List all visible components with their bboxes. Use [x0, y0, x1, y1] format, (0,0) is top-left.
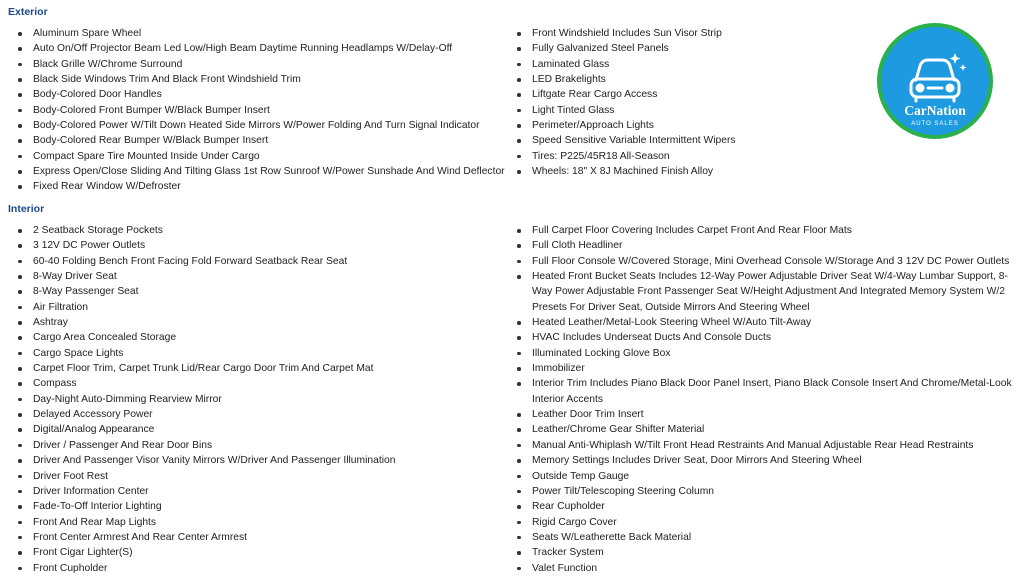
feature-item: Cargo Area Concealed Storage — [8, 330, 503, 345]
feature-item: Express Open/Close Sliding And Tilting Glass 1st Row Sunroof W/Power Sunshade And Wind Deflector — [8, 164, 523, 179]
feature-item: Immobilizer — [507, 361, 1017, 376]
feature-item: Perimeter/Approach Lights — [507, 118, 867, 133]
feature-item: 60-40 Folding Bench Front Facing Fold Forward Seatback Rear Seat — [8, 254, 503, 269]
feature-item: 3 12V DC Power Outlets — [8, 238, 503, 253]
feature-item: Air Filtration — [8, 300, 503, 315]
feature-item: Cargo Space Lights — [8, 346, 503, 361]
feature-item: Front Center Armrest And Rear Center Armrest — [8, 530, 503, 545]
exterior-title: Exterior — [8, 6, 48, 18]
feature-item: 8-Way Passenger Seat — [8, 284, 503, 299]
feature-item: Full Floor Console W/Covered Storage, Mini Overhead Console W/Storage And 3 12V DC Power Outlets — [507, 254, 1022, 269]
feature-item: Driver Information Center — [8, 484, 503, 499]
interior-list-right — [507, 223, 1017, 576]
feature-item: Memory Settings Includes Driver Seat, Door Mirrors And Steering Wheel — [507, 453, 1017, 468]
feature-item: HVAC Includes Underseat Ducts And Console Ducts — [507, 330, 1017, 345]
feature-item: Body-Colored Front Bumper W/Black Bumper Insert — [8, 103, 503, 118]
feature-item: Black Grille W/Chrome Surround — [8, 57, 503, 72]
feature-item: Rear Cupholder — [507, 499, 1017, 514]
feature-item: Front Cigar Lighter(S) — [8, 545, 503, 560]
feature-item: Compass — [8, 376, 503, 391]
feature-item: Day-Night Auto-Dimming Rearview Mirror — [8, 392, 503, 407]
feature-item: Body-Colored Power W/Tilt Down Heated Side Mirrors W/Power Folding And Turn Signal Indicator — [8, 118, 503, 133]
feature-item: Rigid Cargo Cover — [507, 515, 1017, 530]
exterior-list-right — [507, 26, 867, 179]
feature-item: Liftgate Rear Cargo Access — [507, 87, 867, 102]
feature-item: Auto On/Off Projector Beam Led Low/High Beam Daytime Running Headlamps W/Delay-Off — [8, 41, 503, 56]
feature-item: Fade-To-Off Interior Lighting — [8, 499, 503, 514]
carnation-logo-badge — [876, 22, 994, 140]
feature-item: Leather Door Trim Insert — [507, 407, 1017, 422]
feature-item: Black Side Windows Trim And Black Front Windshield Trim — [8, 72, 503, 87]
feature-item: Valet Function — [507, 561, 1017, 576]
feature-item: Seats W/Leatherette Back Material — [507, 530, 1017, 545]
feature-item: Interior Trim Includes Piano Black Door Panel Insert, Piano Black Console Insert And Chrome/Metal-Look Interior Accents — [507, 376, 1022, 407]
interior-list-left — [8, 223, 503, 576]
feature-item: Compact Spare Tire Mounted Inside Under Cargo — [8, 149, 503, 164]
feature-item: Tracker System — [507, 545, 1017, 560]
feature-item: 8-Way Driver Seat — [8, 269, 503, 284]
feature-item: Laminated Glass — [507, 57, 867, 72]
feature-item: Wheels: 18" X 8J Machined Finish Alloy — [507, 164, 867, 179]
feature-item: Power Tilt/Telescoping Steering Column — [507, 484, 1017, 499]
feature-item: Aluminum Spare Wheel — [8, 26, 503, 41]
feature-item: Delayed Accessory Power — [8, 407, 503, 422]
dealer-logo — [876, 22, 994, 140]
feature-item: Tires: P225/45R18 All-Season — [507, 149, 867, 164]
feature-item: Leather/Chrome Gear Shifter Material — [507, 422, 1017, 437]
feature-item: Driver Foot Rest — [8, 469, 503, 484]
feature-item: Heated Front Bucket Seats Includes 12-Way Power Adjustable Driver Seat W/4-Way Lumbar Support, 8-Way Power Adjustable Front Passenger Seat W/Height Adjustment And Integrated Memory System W/2 Presets For Driver Seat, Outside Mirrors And Steering Wheel — [507, 269, 1022, 315]
feature-item: Fully Galvanized Steel Panels — [507, 41, 867, 56]
feature-item: Manual Anti-Whiplash W/Tilt Front Head Restraints And Manual Adjustable Rear Head Restraints — [507, 438, 1017, 453]
feature-item: Body-Colored Door Handles — [8, 87, 503, 102]
feature-item: Driver And Passenger Visor Vanity Mirrors W/Driver And Passenger Illumination — [8, 453, 503, 468]
feature-item: Front Windshield Includes Sun Visor Strip — [507, 26, 867, 41]
logo-brand-text: CarNation — [904, 103, 966, 118]
feature-item: Front And Rear Map Lights — [8, 515, 503, 530]
feature-item: Speed Sensitive Variable Intermittent Wipers — [507, 133, 867, 148]
feature-item: Carpet Floor Trim, Carpet Trunk Lid/Rear Cargo Door Trim And Carpet Mat — [8, 361, 503, 376]
feature-item: LED Brakelights — [507, 72, 867, 87]
feature-item: Illuminated Locking Glove Box — [507, 346, 1017, 361]
feature-item: Driver / Passenger And Rear Door Bins — [8, 438, 503, 453]
feature-item: Fixed Rear Window W/Defroster — [8, 179, 503, 194]
feature-item: Digital/Analog Appearance — [8, 422, 503, 437]
feature-item: Outside Temp Gauge — [507, 469, 1017, 484]
feature-item: Ashtray — [8, 315, 503, 330]
feature-item: Heated Leather/Metal-Look Steering Wheel W/Auto Tilt-Away — [507, 315, 1017, 330]
feature-item: Front Cupholder — [8, 561, 503, 576]
feature-item: Full Carpet Floor Covering Includes Carpet Front And Rear Floor Mats — [507, 223, 1017, 238]
feature-item: 2 Seatback Storage Pockets — [8, 223, 503, 238]
feature-item: Light Tinted Glass — [507, 103, 867, 118]
feature-item: Full Cloth Headliner — [507, 238, 1017, 253]
exterior-list-left — [8, 26, 503, 195]
feature-item: Body-Colored Rear Bumper W/Black Bumper Insert — [8, 133, 503, 148]
logo-tagline-text: AUTO SALES — [911, 121, 959, 127]
interior-title: Interior — [8, 203, 45, 215]
